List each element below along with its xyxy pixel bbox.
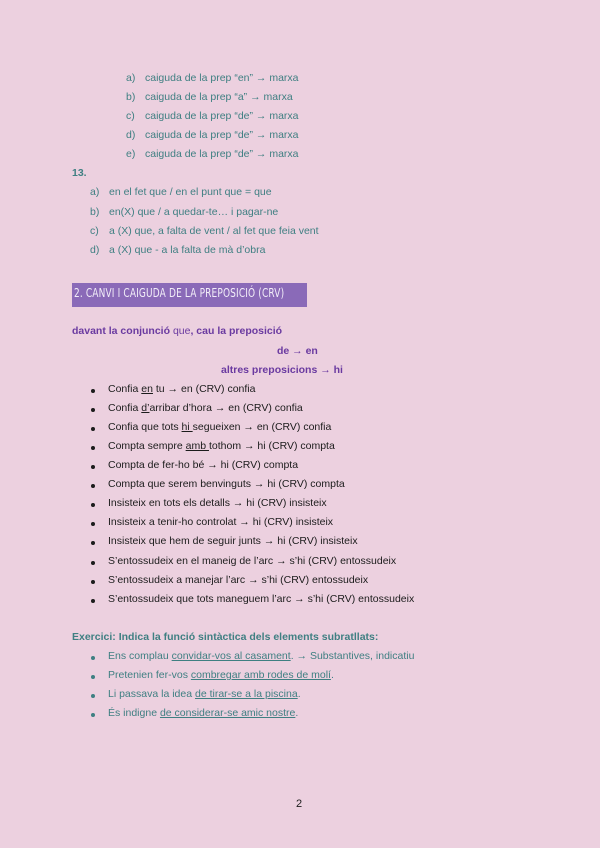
rule-text: davant la conjunció: [72, 325, 173, 337]
list-item: [126, 148, 135, 160]
item-number: 13.: [72, 167, 87, 179]
list-item: Confia que tots hi segueixen → en (CRV) confia: [108, 421, 332, 433]
list-marker: a): [126, 72, 136, 84]
bullet-icon: [91, 408, 95, 412]
list-marker: e): [126, 148, 136, 160]
list-item-text: caiguda de la prep “de” → marxa: [145, 129, 299, 141]
list-item: Confia en tu → en (CRV) confia: [108, 383, 256, 395]
list-item-text: caiguda de la prep “de” → marxa: [145, 148, 299, 160]
rule-keyword: que: [172, 325, 191, 337]
bullet-icon: [91, 484, 95, 488]
bullet-icon: [91, 580, 95, 584]
list-item-text: caiguda de la prep “en” → marxa: [145, 72, 299, 84]
list-item: S’entossudeix en el maneig de l’arc → s’hi (CRV) entossudeix: [108, 555, 397, 567]
list-item-text: a (X) que, a falta de vent / al fet que feia vent: [109, 225, 319, 237]
list-item: S’entossudeix que tots maneguem l’arc → s’hi (CRV) entossudeix: [108, 593, 415, 605]
list-item: Compta de fer-ho bé → hi (CRV) compta: [108, 459, 299, 471]
rule-text: , cau la preposició: [190, 325, 283, 337]
list-marker: c): [90, 225, 99, 237]
list-item: Compta que serem benvinguts → hi (CRV) compta: [108, 478, 345, 490]
list-marker: a): [90, 186, 100, 198]
bullet-icon: [91, 503, 95, 507]
exercise-item: Ens complau convidar-vos al casament. → Substantives, indicatiu: [108, 650, 415, 662]
exercise-item: És indigne de considerar-se amic nostre.: [108, 707, 299, 719]
list-item: Insisteix a tenir-ho controlat → hi (CRV) insisteix: [108, 516, 334, 528]
list-item: [126, 72, 135, 84]
bullet-icon: [91, 389, 95, 393]
section-heading: 2. CANVI I CAIGUDA DE LA PREPOSICIÓ (CRV): [74, 285, 285, 300]
list-item-text: a (X) que - a la falta de mà d’obra: [109, 244, 266, 256]
list-item-text: en(X) que / a quedar-te… i pagar-ne: [109, 206, 279, 218]
list-item: [126, 129, 135, 141]
bullet-icon: [91, 541, 95, 545]
list-item-text: caiguda de la prep “de” → marxa: [145, 110, 299, 122]
bullet-icon: [91, 599, 95, 603]
bullet-icon: [91, 675, 95, 679]
list-item-text: caiguda de la prep “a” → marxa: [145, 91, 293, 103]
list-item: Insisteix que hem de seguir junts → hi (CRV) insisteix: [108, 535, 358, 547]
list-item: Insisteix en tots els detalls → hi (CRV) insisteix: [108, 497, 327, 509]
exercise-item: Li passava la idea de tirar-se a la piscina.: [108, 688, 301, 700]
page-number: 2: [296, 798, 303, 810]
list-marker: d): [126, 129, 136, 141]
bullet-icon: [91, 427, 95, 431]
bullet-icon: [91, 694, 95, 698]
list-marker: b): [126, 91, 136, 103]
bullet-icon: [91, 713, 95, 717]
list-item-text: en el fet que / en el punt que = que: [109, 186, 272, 198]
exercise-title: Exercici: Indica la funció sintàctica dels elements subratllats:: [72, 631, 379, 643]
list-marker: b): [90, 206, 100, 218]
list-marker: d): [90, 244, 100, 256]
rule-line-2: de → en: [277, 345, 318, 357]
bullet-icon: [91, 522, 95, 526]
list-item: Compta sempre amb tothom → hi (CRV) compta: [108, 440, 335, 452]
bullet-icon: [91, 446, 95, 450]
bullet-icon: [91, 561, 95, 565]
list-item: S’entossudeix a manejar l’arc → s’hi (CRV) entossudeix: [108, 574, 369, 586]
list-item: [126, 110, 135, 122]
rule-line-1: [72, 325, 282, 337]
rule-line-3: altres preposicions → hi: [221, 364, 343, 376]
bullet-icon: [91, 465, 95, 469]
list-item: Confia d’arribar d’hora → en (CRV) confia: [108, 402, 303, 414]
list-marker: c): [126, 110, 135, 122]
list-item: [126, 91, 135, 103]
exercise-item: Pretenien fer-vos combregar amb rodes de molí.: [108, 669, 334, 681]
bullet-icon: [91, 656, 95, 660]
